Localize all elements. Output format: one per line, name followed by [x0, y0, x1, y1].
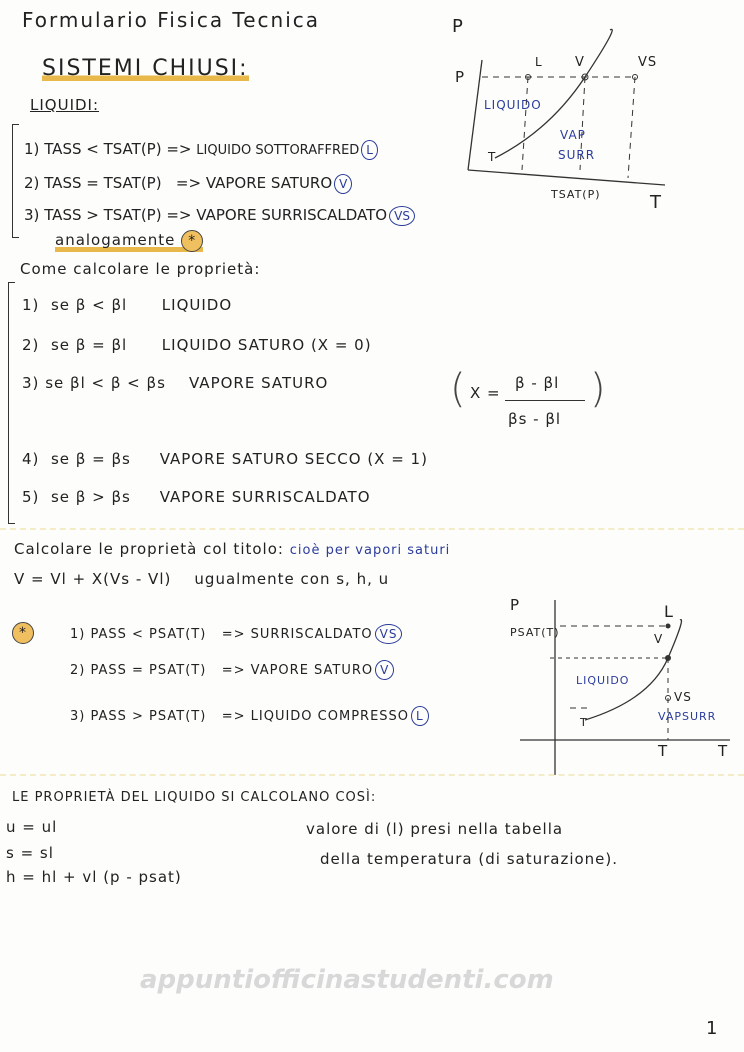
t-tick-label: T — [658, 742, 669, 760]
region-surr: SURR — [558, 148, 596, 162]
prop-row-3: 3) se βl < β < βs VAPORE SATURO — [22, 374, 329, 392]
tsat-label: TSAT(P) — [551, 188, 601, 201]
point-vs-label: VS — [638, 55, 658, 70]
pcase-row-2: 2) PASS = PSAT(T) => VAPORE SATURO V — [70, 660, 394, 680]
prop-row-4: 4) se β = βs VAPORE SATURO SECCO (X = 1) — [22, 450, 428, 468]
formula-u: u = ul — [6, 818, 58, 836]
liquidi-row-3: 3) TASS > TSAT(P) => VAPORE SURRISCALDATO VS — [24, 206, 415, 226]
star-marker: * — [181, 230, 203, 252]
divider — [0, 774, 744, 776]
point-vs-label: VS — [674, 690, 692, 704]
paren-close: ) — [590, 366, 607, 412]
point-l-label: L — [535, 55, 543, 69]
star-marker: * — [12, 622, 34, 644]
region-liquido: LIQUIDO — [576, 674, 630, 687]
formula-denominator: βs - βl — [508, 410, 562, 428]
formula-lhs: X = — [470, 384, 501, 402]
bracket — [8, 282, 15, 524]
divider — [0, 528, 744, 530]
titolo-line: Calcolare le proprietà col titolo: cioè per vapori saturi — [14, 540, 451, 558]
region-liquido: LIQUIDO — [484, 98, 542, 112]
p-axis-label: P — [510, 596, 521, 614]
t-axis-label: T — [650, 192, 662, 213]
prop-row-1: 1) se β < βl LIQUIDO — [22, 296, 233, 314]
point-v-label: V — [654, 632, 664, 646]
formula-numerator: β - βl — [515, 374, 560, 392]
fraction-bar — [505, 400, 585, 401]
point-l-label: L — [664, 602, 674, 621]
analog-note: analogamente * — [55, 230, 203, 252]
liquid-props-heading: LE PROPRIETÀ DEL LIQUIDO SI CALCOLANO COSÌ: — [12, 790, 377, 805]
bracket — [12, 124, 19, 238]
region-vap: VAP — [560, 128, 586, 142]
page-title: Formulario Fisica Tecnica — [22, 8, 321, 32]
prop-row-5: 5) se β > βs VAPORE SURRISCALDATO — [22, 488, 371, 506]
psat-label: PSAT(T) — [510, 626, 560, 639]
come-heading: Come calcolare le proprietà: — [20, 260, 261, 278]
t-axis-label: T — [718, 742, 729, 760]
curve-t-label: T — [488, 150, 497, 164]
prop-row-2: 2) se β = βl LIQUIDO SATURO (X = 0) — [22, 336, 372, 354]
liquidi-row-1: 1) TASS < TSAT(P) => LIQUIDO SOTTORAFFRED L — [24, 140, 378, 160]
pcase-row-1: 1) PASS < PSAT(T) => SURRISCALDATO VS — [70, 624, 402, 644]
pcase-row-3: 3) PASS > PSAT(T) => LIQUIDO COMPRESSO L — [70, 706, 429, 726]
formula-h: h = hl + vl (p - psat) — [6, 868, 182, 886]
page-number: 1 — [706, 1018, 719, 1039]
paren-open: ( — [450, 366, 467, 412]
p-axis-label: P — [452, 16, 464, 37]
formula-v: V = Vl + X(Vs - Vl) ugualmente con s, h, u — [14, 570, 390, 588]
watermark: appuntiofficinastudenti.com — [140, 965, 554, 995]
liquid-note-1: valore di (l) presi nella tabella — [306, 820, 564, 838]
p-tick-label: P — [455, 68, 466, 86]
point-v-label: V — [575, 55, 585, 70]
liquidi-row-2: 2) TASS = TSAT(P) => VAPORE SATURO V — [24, 174, 352, 194]
curve-t-label: T — [580, 716, 588, 729]
region-vapsurr: VAPSURR — [658, 710, 717, 723]
liquid-note-2: della temperatura (di saturazione). — [320, 850, 619, 868]
formula-s: s = sl — [6, 844, 54, 862]
section-heading: SISTEMI CHIUSI: — [42, 56, 249, 81]
subsection-heading: LIQUIDI: — [30, 96, 100, 114]
